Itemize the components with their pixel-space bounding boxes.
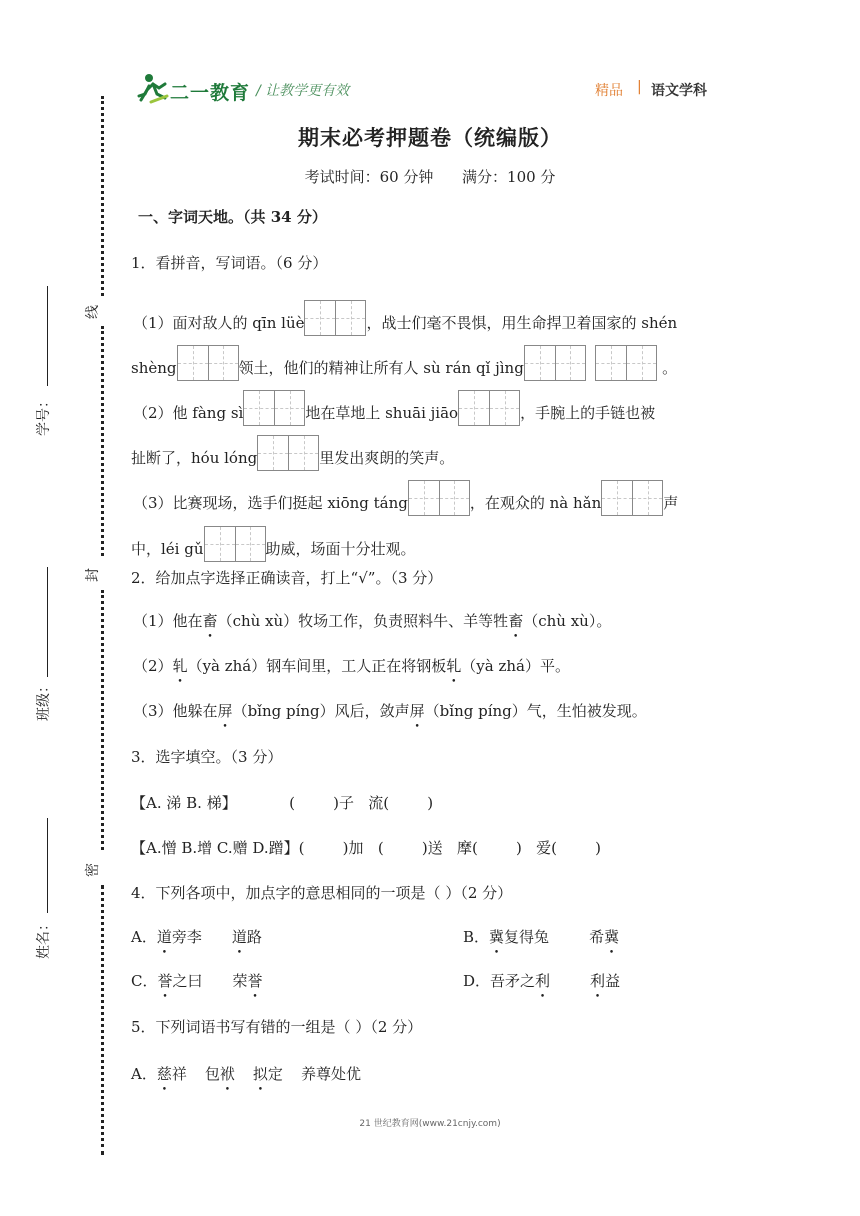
header-separator: | <box>637 79 642 95</box>
slogan: / 让教学更有效 <box>256 83 350 99</box>
q2-item-1: （1）他在畜（chù xù）牧场工作，负责照料牛、羊等牲畜（chù xù）。 <box>133 612 612 630</box>
logo-text: 二一教育 <box>170 82 251 104</box>
answer-grid[interactable] <box>601 480 663 516</box>
q1-line-1: （1）面对敌人的 qīn lüè ，战士们毫不畏惧，用生命捍卫着国家的 shén <box>133 306 677 342</box>
question-1-title: 1．看拼音，写词语。（6 分） <box>131 254 328 272</box>
q3-item-2: 【A.憎 B.增 C.赠 D.蹭】( )加 ( )送 摩( ) 爱( ) <box>131 839 601 857</box>
q2-item-3: （3）他躲在屏（bǐng píng）风后，敛声屏（bǐng píng）气，生怕被发现。 <box>133 702 647 720</box>
q4-option-d: D．吾矛之利 利益 <box>463 972 621 990</box>
q4-option-c: C．誉之曰 荣誉 <box>131 972 263 990</box>
subject-label: 语文学科 <box>651 83 707 99</box>
name-label: 姓名： <box>36 917 52 959</box>
q1-line-6: 中，léi gǔ 助威，场面十分壮观。 <box>131 532 416 568</box>
answer-grid[interactable] <box>595 345 657 381</box>
answer-grid[interactable] <box>257 435 319 471</box>
binding-dotted-line <box>101 885 104 1155</box>
q2-item-2: （2）轧（yà zhá）钢车间里，工人正在将钢板轧（yà zhá）平。 <box>133 657 570 675</box>
quality-tag: 精品 <box>595 83 623 99</box>
q4-option-b: B．冀复得兔 希冀 <box>463 928 620 946</box>
q1-line-3: （2）他 fàng sì 地在草地上 shuāi jiāo ，手腕上的手链也被 <box>133 396 655 432</box>
answer-grid[interactable] <box>524 345 586 381</box>
question-5-title: 5．下列词语书写有错的一组是（ ）（2 分） <box>131 1018 423 1036</box>
q1-line-5: （3）比赛现场，选手们挺起 xiōng táng ，在观众的 nà hǎn 声 <box>133 486 678 522</box>
section-heading: 一、字词天地。（共 34 分） <box>138 208 327 226</box>
exam-info: 考试时间：60 分钟 满分：100 分 <box>304 168 556 186</box>
binding-line-char: 线 <box>85 305 101 319</box>
q4-option-a: A．道旁李 道路 <box>131 928 262 946</box>
page-title: 期末必考押题卷（统编版） <box>298 125 562 150</box>
binding-dotted-line <box>101 96 104 296</box>
class-label: 班级： <box>36 679 52 721</box>
q3-item-1: 【A. 涕 B. 梯】 ( )子 流( ) <box>131 794 434 812</box>
question-2-title: 2．给加点字选择正确读音，打上“√”。（3 分） <box>131 569 443 587</box>
question-4-title: 4．下列各项中，加点字的意思相同的一项是（ ）（2 分） <box>131 884 513 902</box>
question-3-title: 3．选字填空。（3 分） <box>131 748 283 766</box>
binding-secret-char: 密 <box>85 863 101 877</box>
class-blank[interactable] <box>47 567 48 677</box>
binding-dotted-line <box>101 326 104 556</box>
student-id-blank[interactable] <box>47 286 48 386</box>
name-blank[interactable] <box>47 818 48 913</box>
q1-line-4: 扯断了，hóu lóng 里发出爽朗的笑声。 <box>131 441 454 477</box>
answer-grid[interactable] <box>304 300 366 336</box>
answer-grid[interactable] <box>243 390 305 426</box>
footer: 21 世纪教育网(www.21cnjy.com) <box>359 1119 501 1129</box>
answer-grid[interactable] <box>408 480 470 516</box>
binding-dotted-line <box>101 590 104 850</box>
answer-grid[interactable] <box>177 345 239 381</box>
student-id-label: 学号： <box>36 394 52 436</box>
binding-seal-char: 封 <box>85 568 101 582</box>
q1-line-2: shèng 领土，他们的精神让所有人 sù rán qǐ jìng 。 <box>131 351 677 387</box>
answer-grid[interactable] <box>204 526 266 562</box>
q5-option-a: A．慈祥 包袱 拟定 养尊处优 <box>131 1065 361 1083</box>
answer-grid[interactable] <box>458 390 520 426</box>
